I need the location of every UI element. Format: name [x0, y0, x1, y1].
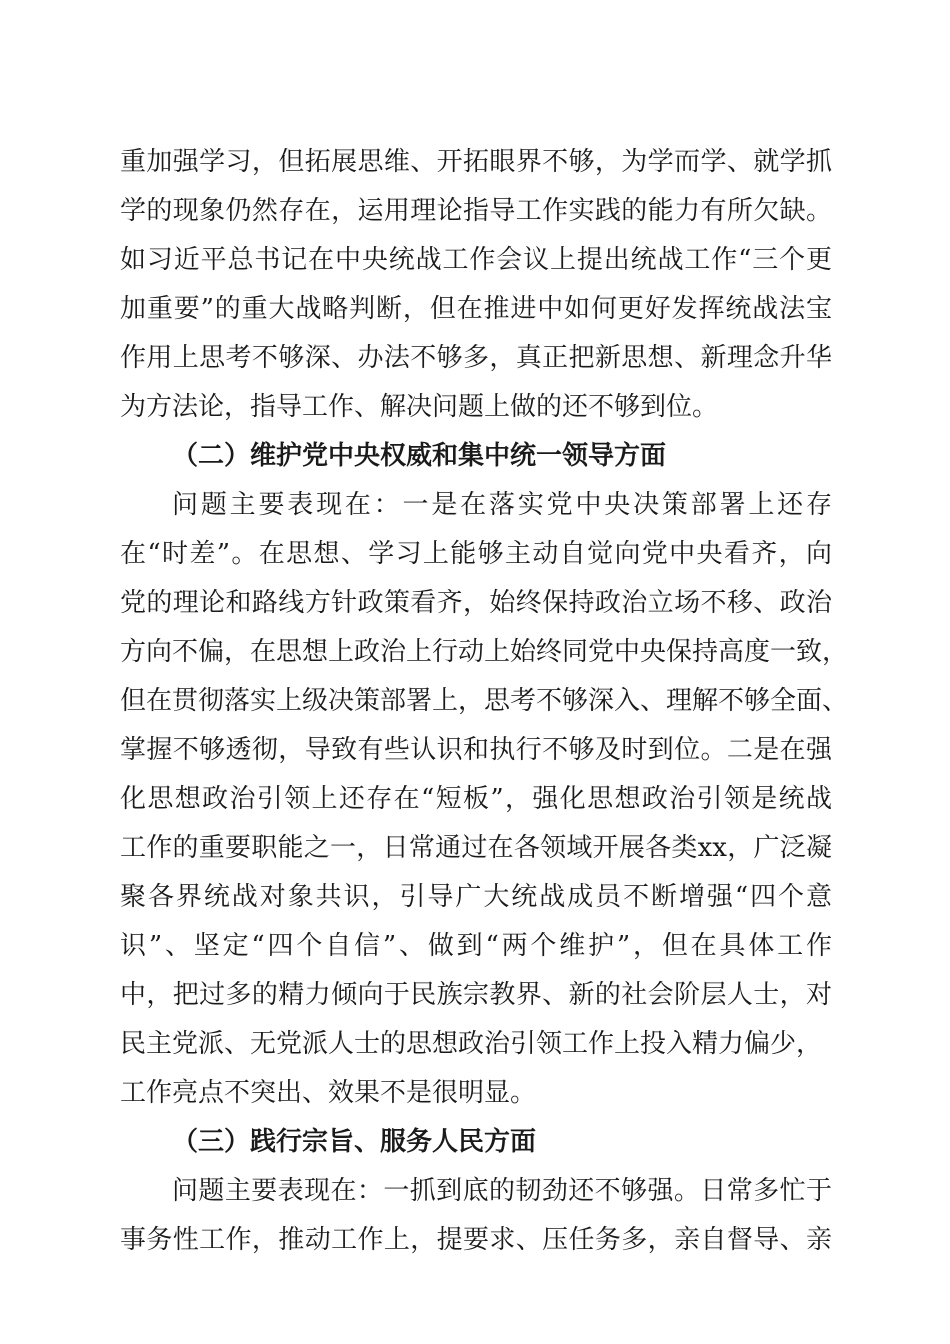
paragraph-line: 问题主要表现在：一抓到底的韧劲还不够强。日常多忙于	[172, 1176, 832, 1206]
paragraph-line: 事务性工作，推动工作上，提要求、压任务多，亲自督导、亲	[120, 1225, 832, 1255]
paragraph-line: 但在贯彻落实上级决策部署上，思考不够深入、理解不够全面、	[120, 686, 849, 716]
paragraph-line: 如习近平总书记在中央统战工作会议上提出统战工作“三个更	[120, 245, 832, 275]
paragraph-line: 为方法论，指导工作、解决问题上做的还不够到位。	[120, 392, 719, 422]
paragraph-line: 在“时差”。在思想、学习上能够主动自觉向党中央看齐，向	[120, 539, 832, 569]
paragraph-line: 识”、坚定“四个自信”、做到“两个维护”，但在具体工作	[120, 931, 832, 961]
paragraph-line: 聚各界统战对象共识，引导广大统战成员不断增强“四个意	[120, 882, 832, 912]
paragraph-line: 问题主要表现在：一是在落实党中央决策部署上还存	[172, 490, 832, 520]
paragraph-line: 党的理论和路线方针政策看齐，始终保持政治立场不移、政治	[120, 588, 832, 618]
paragraph-line: 化思想政治引领上还存在“短板”，强化思想政治引领是统战	[120, 784, 832, 814]
paragraph-line: 工作亮点不突出、效果不是很明显。	[120, 1078, 537, 1108]
paragraph-line: 工作的重要职能之一，日常通过在各领域开展各类xx，广泛凝	[120, 833, 832, 863]
paragraph-line: 掌握不够透彻，导致有些认识和执行不够及时到位。二是在强	[120, 735, 832, 765]
paragraph-line: 加重要”的重大战略判断，但在推进中如何更好发挥统战法宝	[120, 294, 832, 324]
paragraph-line: 重加强学习，但拓展思维、开拓眼界不够，为学而学、就学抓	[120, 147, 832, 177]
paragraph-line: 学的现象仍然存在，运用理论指导工作实践的能力有所欠缺。	[120, 196, 832, 226]
paragraph-line: 作用上思考不够深、办法不够多，真正把新思想、新理念升华	[120, 343, 832, 373]
paragraph-line: 方向不偏，在思想上政治上行动上始终同党中央保持高度一致，	[120, 637, 849, 667]
paragraph-line: 民主党派、无党派人士的思想政治引领工作上投入精力偏少，	[120, 1029, 823, 1059]
paragraph-line: 中，把过多的精力倾向于民族宗教界、新的社会阶层人士，对	[120, 980, 832, 1010]
section-heading-2: （二）维护党中央权威和集中统一领导方面	[172, 441, 667, 471]
section-heading-3: （三）践行宗旨、服务人民方面	[172, 1127, 537, 1157]
